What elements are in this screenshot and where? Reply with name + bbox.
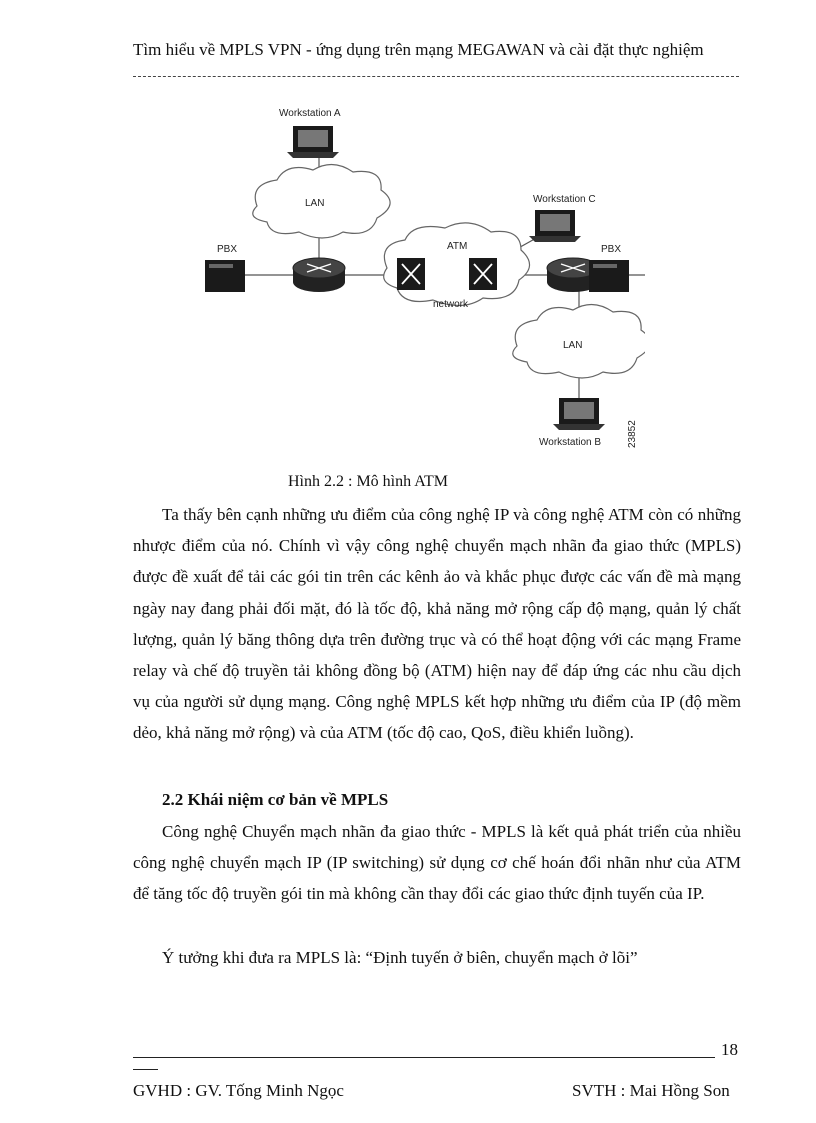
footer-divider-stub <box>133 1069 158 1070</box>
figure-caption: Hình 2.2 : Mô hình ATM <box>288 473 449 490</box>
body-paragraph: Ý tưởng khi đưa ra MPLS là: “Định tuyến ở biên, chuyển mạch ở lõi” <box>162 948 638 967</box>
workstation-icon <box>279 108 341 158</box>
header-divider <box>133 76 739 77</box>
page-header-title: Tìm hiểu về MPLS VPN - ứng dụng trên mạng MEGAWAN và cài đặt thực nghiệm <box>133 40 704 59</box>
pbx-right-label: PBX <box>601 244 622 255</box>
workstation-a-label: Workstation A <box>279 108 341 119</box>
atm-label: ATM <box>447 241 468 252</box>
pbx-icon <box>205 244 245 292</box>
router-icon <box>293 258 345 292</box>
pbx-left-label: PBX <box>217 244 238 255</box>
lan-cloud-icon <box>253 164 390 238</box>
footer-advisor: GVHD : GV. Tống Minh Ngọc <box>133 1081 344 1100</box>
workstation-c-label: Workstation C <box>533 194 596 205</box>
figure-id-label: 23852 <box>627 420 638 448</box>
workstation-b-label: Workstation B <box>539 437 602 448</box>
page-number: 18 <box>721 1040 738 1059</box>
atm-network-diagram <box>195 98 645 458</box>
section-heading: 2.2 Khái niệm cơ bản về MPLS <box>162 790 389 809</box>
body-paragraph: Ta thấy bên cạnh những ưu điểm của công nghệ IP và công nghệ ATM còn có những nhược điểm của nó. Chính vì vậy công nghệ chuyển mạch nhãn đa giao thức (MPLS) được đề xuất để tải các gói tin trên các kênh ảo và khắc phục được các vấn đề mà mạng ngày nay đang phải đối mặt, đó là tốc độ, khả năng mở rộng cấp độ mạng, quản lý chất lượng, quản lý băng thông dựa trên đường trục và có thể hoạt động với các mạng Frame relay và chế độ truyền tải không đồng bộ (ATM) hiện nay để đáp ứng các nhu cầu dịch vụ của người sử dụng mạng. Công nghệ MPLS kết hợp những ưu điểm của IP (độ mềm dẻo, khả năng mở rộng) và của ATM (tốc độ cao, QoS, điều khiển luồng). <box>133 505 741 743</box>
footer-student: SVTH : Mai Hồng Son <box>572 1081 730 1100</box>
atm-switch-icon <box>397 258 425 290</box>
lan-top-label: LAN <box>305 198 325 209</box>
pbx-icon <box>589 244 629 292</box>
footer-divider <box>133 1057 715 1058</box>
lan-cloud-icon <box>513 304 645 378</box>
atm-switch-icon <box>469 258 497 290</box>
workstation-icon <box>539 398 605 448</box>
lan-bottom-label: LAN <box>563 340 583 351</box>
workstation-icon <box>529 194 596 242</box>
network-label: network <box>433 299 469 310</box>
body-paragraph: Công nghệ Chuyển mạch nhãn đa giao thức - MPLS là kết quả phát triển của nhiều công nghệ chuyển mạch IP (IP switching) sử dụng cơ chế hoán đổi nhãn như của ATM để tăng tốc độ truyền gói tin mà không cần thay đổi các giao thức định tuyến của IP. <box>133 822 741 904</box>
